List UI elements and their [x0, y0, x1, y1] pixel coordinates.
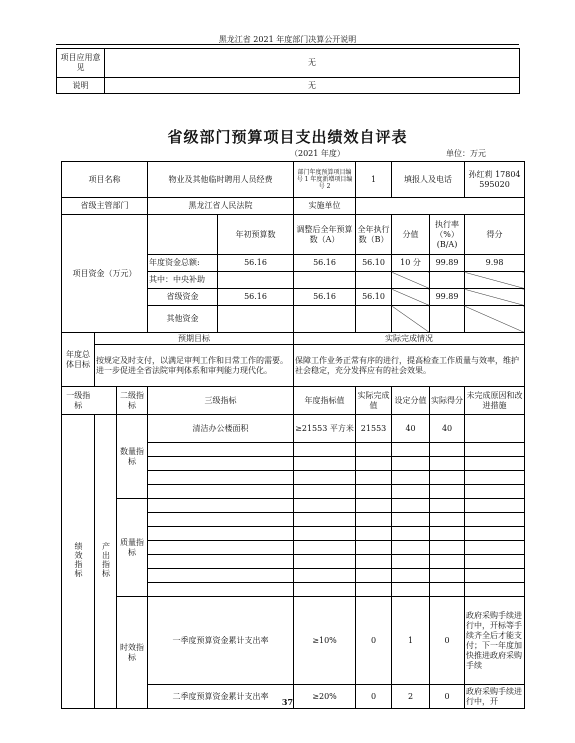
- performance-table: [61, 161, 525, 709]
- funds-label: 项目资金（万元）: [62, 215, 148, 333]
- project-name-label: 项目名称: [62, 162, 148, 198]
- empty-cell: [392, 513, 430, 527]
- empty-cell: [392, 527, 430, 541]
- dept: 黑龙江省人民法院: [148, 198, 294, 215]
- indicator-target: ≥21553 平方米: [294, 415, 356, 443]
- indicator-actual: 0: [356, 685, 392, 709]
- empty-cell: [465, 485, 525, 499]
- funds-header-initial: 年初预算数: [218, 215, 294, 255]
- indicator-header-l1b: [95, 387, 117, 415]
- funds-adjusted: 56.16: [294, 255, 356, 272]
- funds-score-slash: [465, 289, 525, 306]
- funds-header-spacer: [148, 215, 218, 255]
- funds-score-slash: [465, 306, 525, 333]
- page-header: 黑龙江省 2021 年度部门决算公开说明: [218, 35, 357, 44]
- empty-cell: [430, 443, 465, 457]
- indicator-header-l2: 二级指标: [117, 387, 148, 415]
- empty-cell: [356, 541, 392, 555]
- empty-cell: [148, 569, 294, 583]
- page-number: 37: [281, 697, 294, 707]
- funds-score-value-slash: [392, 272, 430, 289]
- funds-adjusted: 56.16: [294, 289, 356, 306]
- indicator-header-target: 年度指标值: [294, 387, 356, 415]
- funds-rate: [430, 272, 465, 289]
- empty-cell: [356, 471, 392, 485]
- funds-score-value-slash: [392, 289, 430, 306]
- empty-cell: [356, 485, 392, 499]
- indicator-header-l3: 三级指标: [148, 387, 294, 415]
- empty-cell: [392, 583, 430, 597]
- funds-executed: 56.10: [356, 255, 392, 272]
- funds-score-value-slash: [392, 306, 430, 333]
- empty-cell: [148, 471, 294, 485]
- empty-cell: [356, 513, 392, 527]
- quality-indicator: 质量指标: [117, 499, 148, 597]
- level2-indicator: 产出指标: [95, 415, 117, 709]
- empty-cell: [465, 513, 525, 527]
- indicator-actual: 0: [356, 597, 392, 685]
- indicator-name: 清洁办公楼面积: [148, 415, 294, 443]
- quantity-indicator: 数量指标: [117, 415, 148, 499]
- empty-cell: [356, 555, 392, 569]
- empty-cell: [465, 541, 525, 555]
- empty-cell: [148, 443, 294, 457]
- page-title: 省级部门预算项目支出绩效自评表: [167, 128, 408, 146]
- empty-cell: [392, 457, 430, 471]
- empty-cell: [148, 457, 294, 471]
- level1-indicator: 绩效指标: [62, 415, 95, 709]
- funds-header-executed: 全年执行数（B）: [356, 215, 392, 255]
- empty-cell: [465, 457, 525, 471]
- indicator-target: ≥20%: [294, 685, 356, 709]
- empty-cell: [430, 499, 465, 513]
- empty-cell: [356, 569, 392, 583]
- funds-initial: 56.16: [218, 289, 294, 306]
- header-rule: [56, 44, 519, 45]
- empty-cell: [294, 499, 356, 513]
- empty-cell: [294, 569, 356, 583]
- indicator-set-score: 2: [392, 685, 430, 709]
- empty-cell: [356, 499, 392, 513]
- empty-cell: [430, 555, 465, 569]
- review-opinion-table: [56, 48, 520, 94]
- indicator-header-actual-score: 实际得分: [430, 387, 465, 415]
- dept-label: 省级主管部门: [62, 198, 148, 215]
- empty-cell: [465, 443, 525, 457]
- indicator-name: 一季度预算资金累计支出率: [148, 597, 294, 685]
- empty-cell: [294, 541, 356, 555]
- empty-cell: [294, 583, 356, 597]
- empty-cell: [148, 583, 294, 597]
- empty-cell: [430, 485, 465, 499]
- indicator-target: ≥10%: [294, 597, 356, 685]
- funds-row-label: 其中：中央补助: [148, 272, 218, 289]
- empty-cell: [430, 457, 465, 471]
- opinion-label: 项目应用意见: [57, 49, 105, 78]
- funds-adjusted: [294, 306, 356, 333]
- project-code-label: 部门年度预算项目编号 1 年度新增项目编号 2: [294, 162, 356, 198]
- funds-rate: 99.89: [430, 289, 465, 306]
- empty-cell: [148, 555, 294, 569]
- funds-row-label: 省级资金: [148, 289, 218, 306]
- empty-cell: [392, 471, 430, 485]
- indicator-header-note: 未完成原因和改进措施: [465, 387, 525, 415]
- indicator-set-score: 1: [392, 597, 430, 685]
- empty-cell: [430, 527, 465, 541]
- empty-cell: [294, 443, 356, 457]
- unit-label: 单位：万元: [446, 149, 486, 158]
- empty-cell: [356, 527, 392, 541]
- impl-label: 实施单位: [294, 198, 356, 215]
- funds-header-adjusted: 调整后全年预算数（A）: [294, 215, 356, 255]
- funds-header-rate: 执行率（%）(B/A): [430, 215, 465, 255]
- empty-cell: [294, 513, 356, 527]
- funds-adjusted: [294, 272, 356, 289]
- expected-goal-header: 预期目标: [95, 333, 294, 345]
- note-label: 说明: [57, 78, 105, 94]
- empty-cell: [148, 513, 294, 527]
- funds-rate: [430, 306, 465, 333]
- empty-cell: [392, 541, 430, 555]
- empty-cell: [465, 499, 525, 513]
- empty-cell: [430, 541, 465, 555]
- funds-row-label: 其他资金: [148, 306, 218, 333]
- report-year: （2021 年度）: [290, 149, 345, 158]
- empty-cell: [392, 443, 430, 457]
- empty-cell: [465, 555, 525, 569]
- empty-cell: [465, 583, 525, 597]
- impl: [356, 198, 525, 215]
- funds-executed: [356, 272, 392, 289]
- empty-cell: [392, 555, 430, 569]
- reporter-label: 填报人及电话: [392, 162, 465, 198]
- funds-row-label: 年度资金总额:: [148, 255, 218, 272]
- indicator-name: 二季度预算资金累计支出率: [148, 685, 294, 709]
- funds-initial: [218, 272, 294, 289]
- goals-label: 年度总体目标: [62, 333, 95, 387]
- indicator-note: [465, 415, 525, 443]
- funds-score-value: 10 分: [392, 255, 430, 272]
- funds-header-score-value: 分值: [392, 215, 430, 255]
- funds-score: 9.98: [465, 255, 525, 272]
- empty-cell: [465, 569, 525, 583]
- funds-header-score: 得分: [465, 215, 525, 255]
- funds-executed: 56.10: [356, 289, 392, 306]
- empty-cell: [294, 485, 356, 499]
- indicator-header-actual: 实际完成值: [356, 387, 392, 415]
- empty-cell: [465, 527, 525, 541]
- indicator-header-l1: 一级指标: [62, 387, 95, 415]
- empty-cell: [294, 471, 356, 485]
- funds-executed: [356, 306, 392, 333]
- empty-cell: [430, 583, 465, 597]
- funds-rate: 99.89: [430, 255, 465, 272]
- indicator-header-set-score: 设定分值: [392, 387, 430, 415]
- funds-initial: [218, 306, 294, 333]
- empty-cell: [430, 513, 465, 527]
- empty-cell: [148, 499, 294, 513]
- empty-cell: [148, 527, 294, 541]
- empty-cell: [148, 485, 294, 499]
- funds-initial: 56.16: [218, 255, 294, 272]
- empty-cell: [430, 471, 465, 485]
- empty-cell: [294, 457, 356, 471]
- empty-cell: [465, 471, 525, 485]
- indicator-actual-score: 40: [430, 415, 465, 443]
- indicator-actual: 21553: [356, 415, 392, 443]
- indicator-set-score: 40: [392, 415, 430, 443]
- indicator-note: 政府采购手续进行中，开标等手续齐全后才能支付；下一年度加快推进政府采购手续: [465, 597, 525, 685]
- actual-result: 保障工作业务正常有序的进行，提高检查工作质量与效率，维护社会稳定，充分发挥应有的社会效果。: [294, 345, 525, 387]
- empty-cell: [356, 443, 392, 457]
- empty-cell: [430, 569, 465, 583]
- project-code: 1: [356, 162, 392, 198]
- project-name: 物业及其他临时聘用人员经费: [148, 162, 294, 198]
- indicator-note: 政府采购手续进行中，开: [465, 685, 525, 709]
- actual-result-header: 实际完成情况: [294, 333, 525, 345]
- opinion-value: 无: [105, 49, 520, 78]
- empty-cell: [392, 499, 430, 513]
- expected-goal: 按规定及时支付，以满足审判工作和日常工作的需要。进一步促进全省法院审判体系和审判能力现代化。: [95, 345, 294, 387]
- empty-cell: [294, 555, 356, 569]
- empty-cell: [356, 583, 392, 597]
- indicator-actual-score: 0: [430, 685, 465, 709]
- time-indicator: 时效指标: [117, 597, 148, 709]
- indicator-actual-score: 0: [430, 597, 465, 685]
- empty-cell: [392, 569, 430, 583]
- empty-cell: [148, 541, 294, 555]
- note-value: 无: [105, 78, 520, 94]
- reporter: 孙红莉 17804595020: [465, 162, 525, 198]
- empty-cell: [392, 485, 430, 499]
- empty-cell: [356, 457, 392, 471]
- empty-cell: [294, 527, 356, 541]
- funds-score-slash: [465, 272, 525, 289]
